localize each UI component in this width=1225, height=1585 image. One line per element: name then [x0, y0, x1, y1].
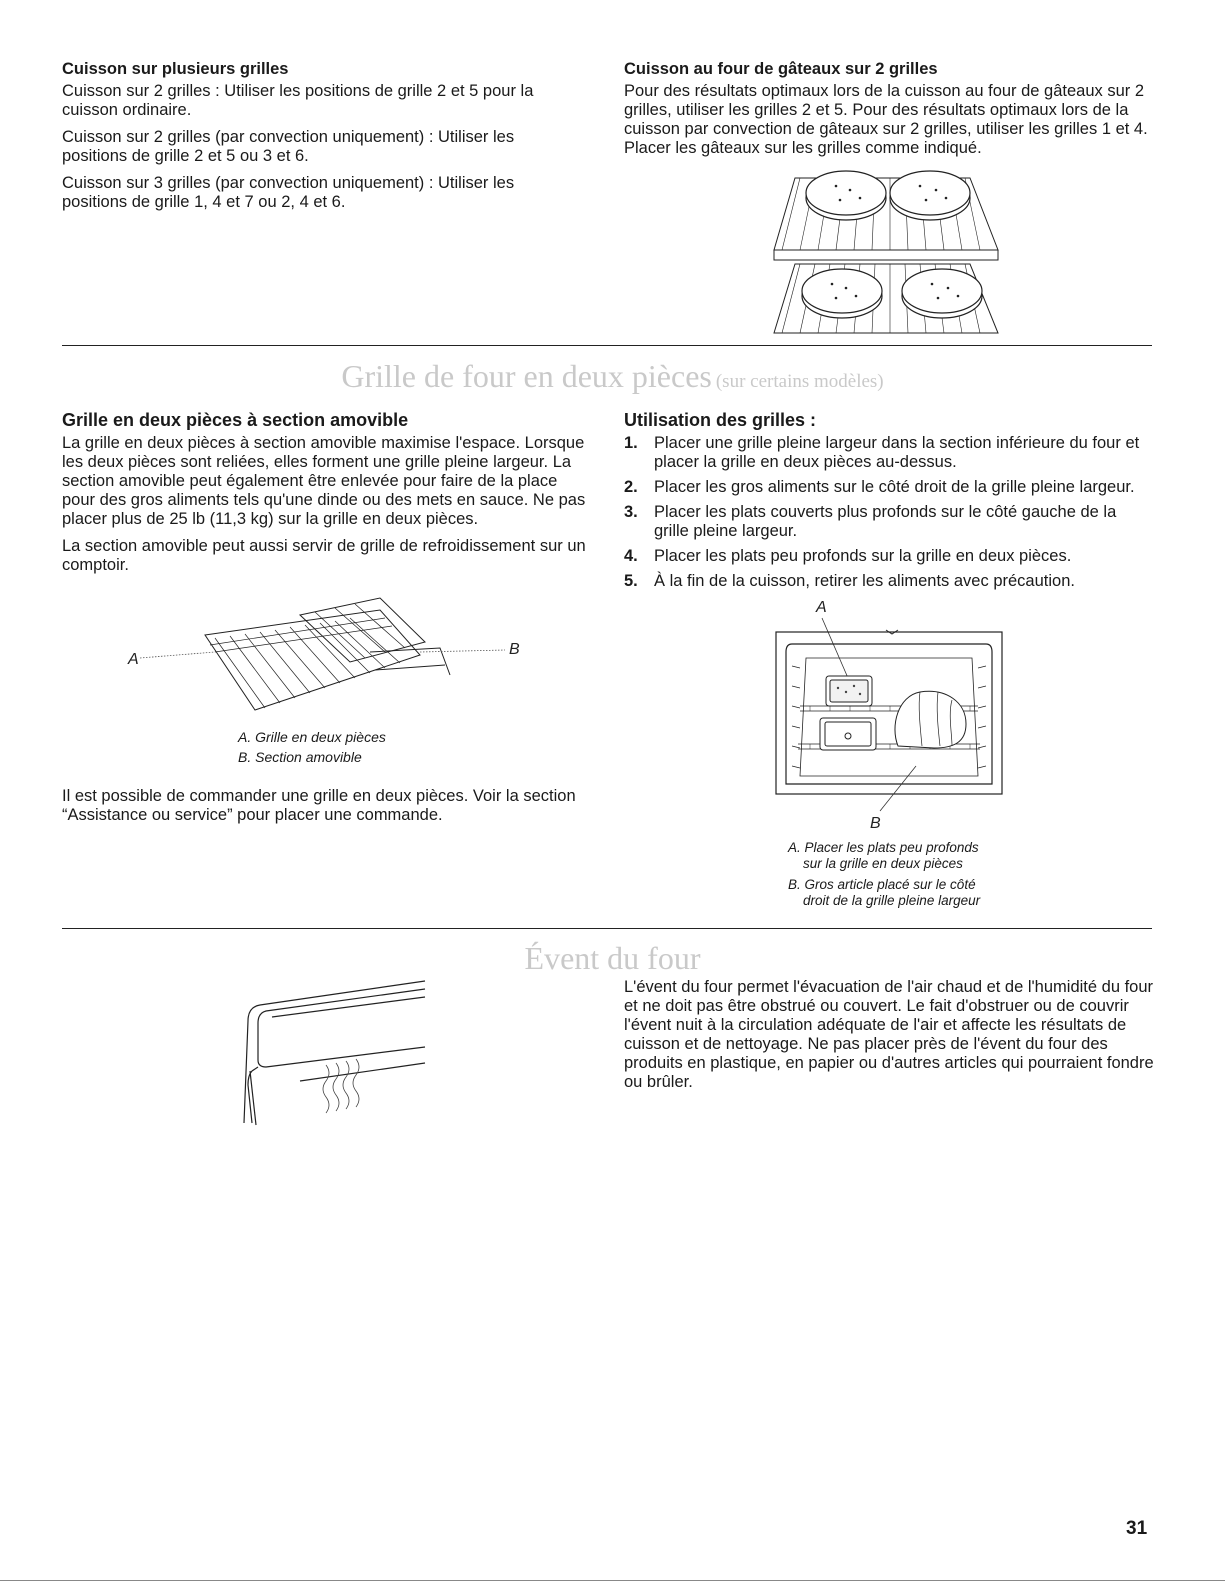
oven-vent-title: Évent du four: [524, 940, 701, 976]
two-piece-rack-title: Grille de four en deux pièces: [341, 358, 712, 394]
multi-rack-heading: Cuisson sur plusieurs grilles: [62, 60, 289, 78]
page-number: 31: [1126, 1518, 1148, 1539]
oven-vent-paragraph: L'évent du four permet l'évacuation de l'air chaud et de l'humidité du four et ne doit pas être obstrué ou couvert. Le fait d'obstruer ou de couvrir l'évent nuit à la circulation adéquate de l'air et affecte les résultats de cuisson et de nettoyage. Ne pas placer près de l'évent du four des produits en plastique, en papier ou d'autres articles qui pourraient fondre ou brûler.: [624, 978, 1154, 1091]
oven-vent-illustration: [230, 975, 435, 1125]
oven-interior-illustration: [770, 596, 1010, 832]
list-item: 1. Placer une grille pleine largeur dans la section inférieure du four et placer la grille en deux pièces au-dessus.: [624, 434, 1140, 471]
list-item: 4. Placer les plats peu profonds sur la grille en deux pièces.: [624, 547, 1072, 565]
removable-rack-section: [62, 410, 587, 583]
removable-rack-paragraph-1: La grille en deux pièces à section amovible maximise l'espace. Lorsque les deux pièces sont reliées, elles forment une grille pleine largeur. La section amovible peut également être enlevée pour faire de la place pour des gros aliments tels qu'une dinde ou des mets en sauce. Ne pas placer plus de 25 lb (11,3 kg) sur la grille en deux pièces.: [62, 434, 586, 528]
cakes-on-racks-illustration: [770, 168, 1010, 338]
cake-baking-heading: Cuisson au four de gâteaux sur 2 grilles: [624, 60, 938, 78]
two-piece-rack-illustration: [120, 590, 520, 725]
multi-rack-section: [62, 60, 582, 220]
list-item: 3. Placer les plats couverts plus profonds sur le côté gauche de la grille pleine largeur.: [624, 503, 1117, 540]
cake-baking-section: [624, 60, 1154, 166]
removable-rack-paragraph-2: La section amovible peut aussi servir de grille de refroidissement sur un comptoir.: [62, 537, 586, 574]
rack-caption-b: B. Section amovible: [238, 749, 362, 765]
multi-rack-paragraph-2: Cuisson sur 2 grilles (par convection uniquement) : Utiliser les positions de grille 2 et 5 ou 3 et 6.: [62, 128, 515, 165]
page-bottom-edge: [0, 1580, 1225, 1581]
oven-label-a: A: [816, 599, 827, 616]
multi-rack-paragraph-1: Cuisson sur 2 grilles : Utiliser les positions de grille 2 et 5 pour la cuisson ordinaire.: [62, 82, 534, 119]
rack-usage-section: [624, 410, 1154, 597]
two-piece-rack-banner: [0, 358, 1225, 395]
oven-label-b: B: [870, 815, 881, 832]
rack-label-a: A: [128, 651, 139, 668]
rack-usage-heading: Utilisation des grilles :: [624, 410, 817, 430]
rack-usage-steps: [624, 434, 1154, 591]
multi-rack-paragraph-3: Cuisson sur 3 grilles (par convection uniquement) : Utiliser les positions de grille 1, 4 et 7 ou 2, 4 et 6.: [62, 174, 515, 211]
section-divider: [62, 928, 1152, 929]
two-piece-rack-title-note: (sur certains modèles): [715, 371, 884, 392]
oven-caption-b: B. Gros article placé sur le côté droit de la grille pleine largeur: [788, 877, 981, 908]
order-rack-paragraph: Il est possible de commander une grille en deux pièces. Voir la section “Assistance ou service” pour placer une commande.: [62, 787, 576, 824]
section-divider: [62, 345, 1152, 346]
removable-rack-heading: Grille en deux pièces à section amovible: [62, 410, 409, 430]
rack-caption-a: A. Grille en deux pièces: [238, 729, 386, 745]
oven-vent-banner: [0, 940, 1225, 977]
list-item: 5. À la fin de la cuisson, retirer les aliments avec précaution.: [624, 572, 1075, 590]
list-item: 2. Placer les gros aliments sur le côté droit de la grille pleine largeur.: [624, 478, 1135, 496]
rack-label-b: B: [509, 641, 520, 658]
oven-caption-a: A. Placer les plats peu profonds sur la grille en deux pièces: [788, 840, 979, 871]
cake-baking-paragraph: Pour des résultats optimaux lors de la cuisson au four de gâteaux sur 2 grilles, utiliser les grilles 2 et 5. Pour des résultats optimaux lors de la cuisson par convection de gâteaux sur 2 grilles, utiliser les grilles 1 et 4. Placer les gâteaux sur les grilles comme indiqué.: [624, 82, 1148, 157]
